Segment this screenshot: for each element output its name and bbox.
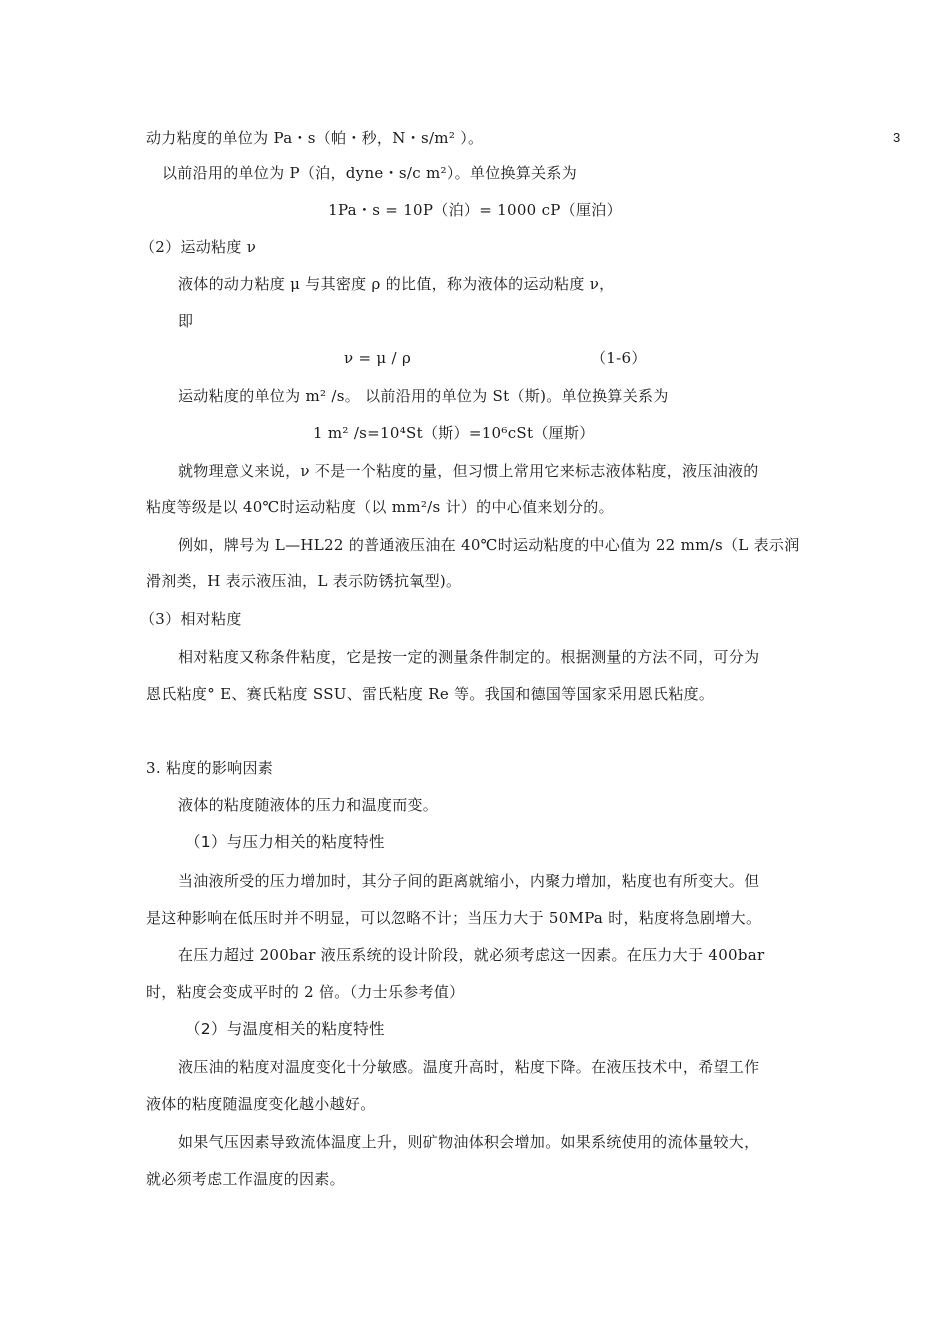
text-line: 以前沿用的单位为 P（泊，dyne・s/c m²）。单位换算关系为 xyxy=(162,164,578,182)
text-line: 液体的粘度随温度变化越小越好。 xyxy=(146,1095,376,1113)
section-heading: （3）相对粘度 xyxy=(140,610,242,628)
equation-line: 1 m² /s=10⁴St（斯）=10⁶cSt（厘斯） xyxy=(313,424,595,442)
text-line: 液体的动力粘度 μ 与其密度 ρ 的比值，称为液体的运动粘度 ν， xyxy=(178,275,615,293)
equation: ν = μ / ρ xyxy=(344,349,412,367)
text-line: 液压油的粘度对温度变化十分敏感。温度升高时，粘度下降。在液压技术中，希望工作 xyxy=(178,1058,760,1076)
text-line: 就必须考虑工作温度的因素。 xyxy=(146,1170,345,1188)
text-line: 在压力超过 200bar 液压系统的设计阶段，就必须考虑这一因素。在压力大于 400bar xyxy=(178,946,765,964)
text-line: 运动粘度的单位为 m² /s。 以前沿用的单位为 St（斯)。单位换算关系为 xyxy=(178,387,669,405)
text-line: 动力粘度的单位为 Pa・s（帕・秒，N・s/m² ）。 xyxy=(146,129,484,147)
text-line: 是这种影响在低压时并不明显，可以忽略不计；当压力大于 50MPa 时，粘度将急剧增大。 xyxy=(146,909,762,927)
section-heading: 3. 粘度的影响因素 xyxy=(146,759,274,777)
equation-line: 1Pa・s = 10P（泊）= 1000 cP（厘泊） xyxy=(328,201,622,219)
subsection-heading: （1）与压力相关的粘度特性 xyxy=(185,833,385,851)
page-number: 3 xyxy=(893,130,901,145)
text-line: 如果气压因素导致流体温度上升，则矿物油体积会增加。如果系统使用的流体量较大， xyxy=(178,1133,760,1151)
text-line: 粘度等级是以 40℃时运动粘度（以 mm²/s 计）的中心值来划分的。 xyxy=(146,498,614,516)
text-line: 滑剂类，H 表示液压油，L 表示防锈抗氧型)。 xyxy=(146,572,462,590)
text-line: 时，粘度会变成平时的 2 倍。（力士乐参考值） xyxy=(146,983,465,1001)
text-line: 恩氏粘度° E、赛氏粘度 SSU、雷氏粘度 Re 等。我国和德国等国家采用恩氏粘度。 xyxy=(146,685,715,703)
text-line: 液体的粘度随液体的压力和温度而变。 xyxy=(178,796,439,814)
text-line: 就物理意义来说，ν 不是一个粘度的量，但习惯上常用它来标志液体粘度，液压油液的 xyxy=(178,462,759,480)
text-line: 当油液所受的压力增加时，其分子间的距离就缩小，内聚力增加，粘度也有所变大。但 xyxy=(178,872,760,890)
text-line: 相对粘度又称条件粘度，它是按一定的测量条件制定的。根据测量的方法不同，可分为 xyxy=(178,648,760,666)
equation-number: （1-6） xyxy=(591,349,647,367)
text-line: 即 xyxy=(178,312,194,330)
text-line: 例如，牌号为 L—HL22 的普通液压油在 40℃时运动粘度的中心值为 22 mm/s（L 表示润 xyxy=(178,536,800,554)
subsection-heading: （2）与温度相关的粘度特性 xyxy=(185,1020,385,1038)
section-heading: （2）运动粘度 ν xyxy=(140,238,257,256)
